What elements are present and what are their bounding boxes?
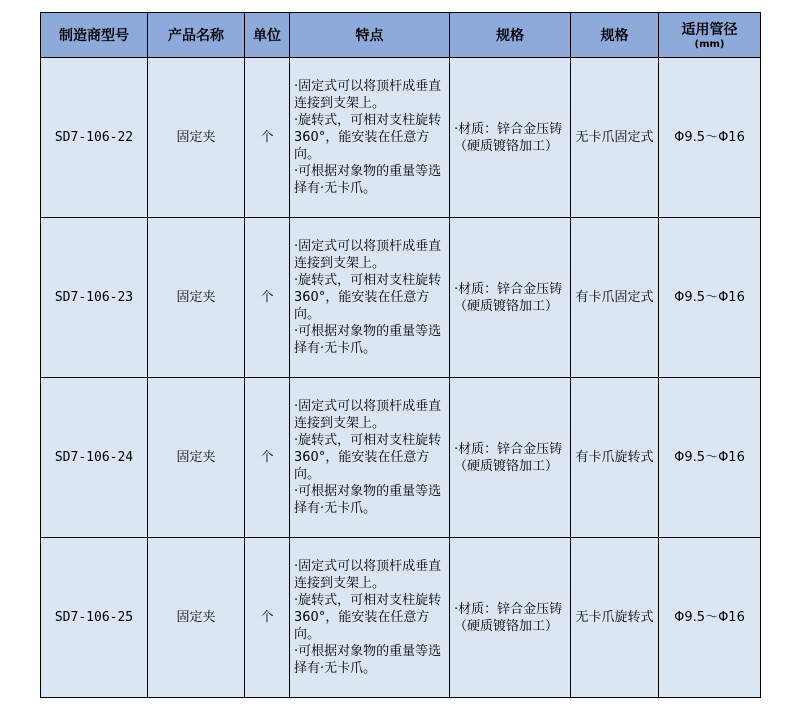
cell-pipe: Φ9.5～Φ16: [659, 218, 761, 378]
cell-unit: 个: [245, 218, 290, 378]
header-unit: 单位: [245, 13, 290, 58]
cell-type: 无卡爪旋转式: [571, 538, 659, 698]
table-row: [41, 58, 761, 218]
header-pipe-label: 适用管径: [681, 22, 738, 38]
cell-features: [290, 58, 450, 218]
header-model: 制造商型号: [41, 13, 148, 58]
feature-line: ·可根据对象物的重量等选择有·无卡爪。: [294, 324, 442, 356]
table-row: [41, 378, 761, 538]
feature-line: ·固定式可以将顶杆成垂直连接到支架上。: [294, 559, 442, 591]
cell-pipe: Φ9.5～Φ16: [659, 58, 761, 218]
header-row: [41, 13, 761, 58]
header-spec-material: 规格: [450, 13, 571, 58]
table-row: [41, 218, 761, 378]
cell-model: SD7-106-22: [41, 58, 148, 218]
cell-material: ·材质：锌合金压铸（硬质镀铬加工）: [450, 538, 571, 698]
cell-unit: 个: [245, 378, 290, 538]
cell-features: [290, 378, 450, 538]
header-spec-type: 规格: [571, 13, 659, 58]
cell-material: ·材质：锌合金压铸（硬质镀铬加工）: [450, 218, 571, 378]
cell-type: 有卡爪旋转式: [571, 378, 659, 538]
feature-line: ·固定式可以将顶杆成垂直连接到支架上。: [294, 239, 442, 271]
header-pipe-unit: (mm): [694, 39, 725, 50]
cell-type: 无卡爪固定式: [571, 58, 659, 218]
cell-material: ·材质：锌合金压铸（硬质镀铬加工）: [450, 378, 571, 538]
cell-pipe: Φ9.5～Φ16: [659, 378, 761, 538]
header-pipe: [659, 13, 761, 58]
table-row: [41, 538, 761, 698]
header-name: 产品名称: [148, 13, 245, 58]
feature-line: ·可根据对象物的重量等选择有·无卡爪。: [294, 644, 442, 676]
spec-table: [40, 12, 761, 698]
cell-model: SD7-106-23: [41, 218, 148, 378]
feature-line: ·固定式可以将顶杆成垂直连接到支架上。: [294, 399, 442, 431]
cell-unit: 个: [245, 58, 290, 218]
cell-name: 固定夹: [148, 538, 245, 698]
header-features: 特点: [290, 13, 450, 58]
cell-material: ·材质：锌合金压铸（硬质镀铬加工）: [450, 58, 571, 218]
cell-name: 固定夹: [148, 378, 245, 538]
cell-model: SD7-106-24: [41, 378, 148, 538]
cell-pipe: Φ9.5～Φ16: [659, 538, 761, 698]
feature-line: ·旋转式，可相对支柱旋转360°，能安装在任意方向。: [294, 113, 442, 162]
feature-line: ·固定式可以将顶杆成垂直连接到支架上。: [294, 79, 442, 111]
cell-features: [290, 218, 450, 378]
feature-line: ·可根据对象物的重量等选择有·无卡爪。: [294, 164, 442, 196]
feature-line: ·旋转式，可相对支柱旋转360°，能安装在任意方向。: [294, 593, 442, 642]
feature-line: ·可根据对象物的重量等选择有·无卡爪。: [294, 484, 442, 516]
feature-line: ·旋转式，可相对支柱旋转360°，能安装在任意方向。: [294, 273, 442, 322]
cell-type: 有卡爪固定式: [571, 218, 659, 378]
cell-unit: 个: [245, 538, 290, 698]
cell-name: 固定夹: [148, 58, 245, 218]
feature-line: ·旋转式，可相对支柱旋转360°，能安装在任意方向。: [294, 433, 442, 482]
cell-name: 固定夹: [148, 218, 245, 378]
cell-model: SD7-106-25: [41, 538, 148, 698]
cell-features: [290, 538, 450, 698]
